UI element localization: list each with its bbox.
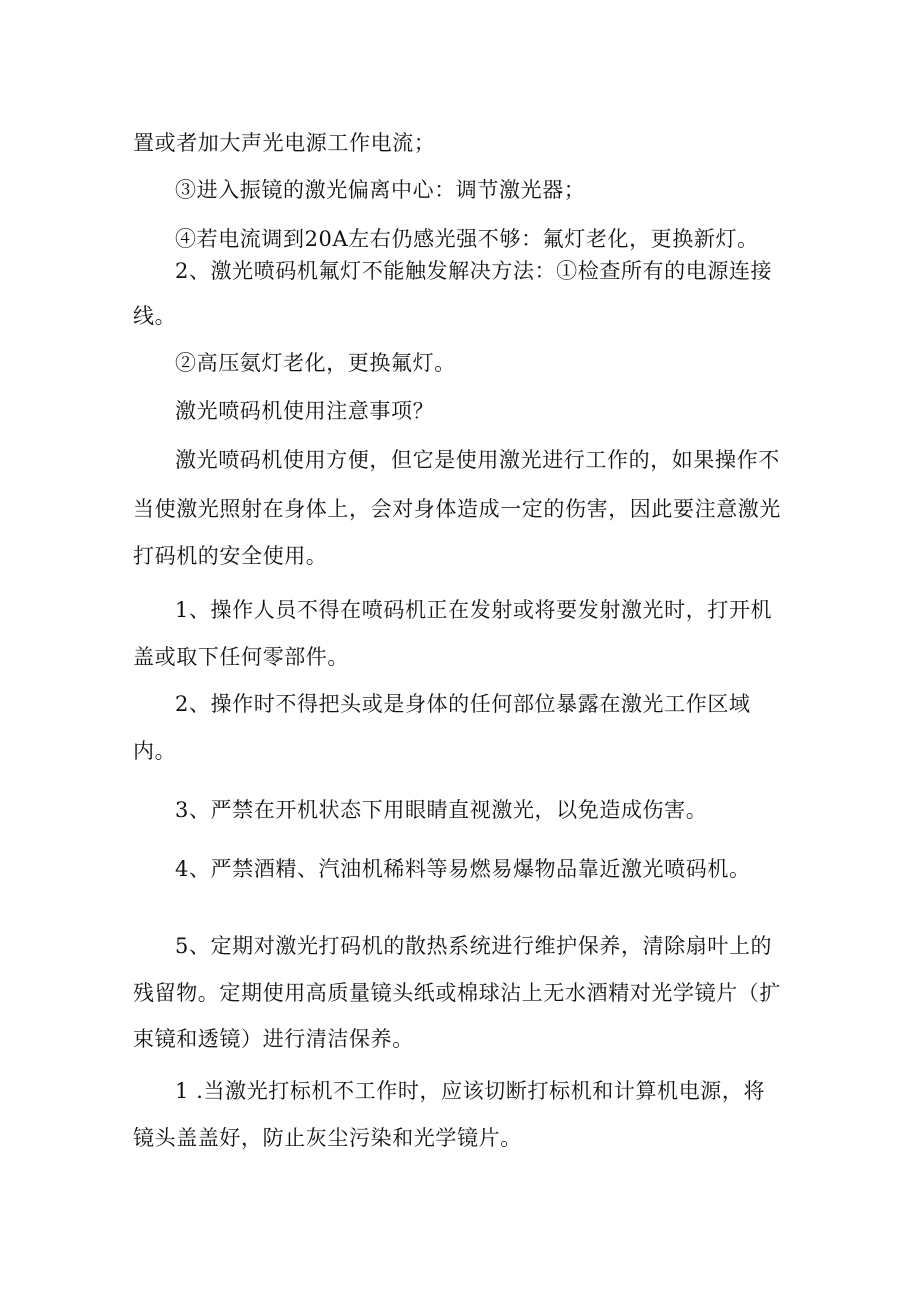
paragraph-line: ④若电流调到20A左右仍感光强不够：氟灯老化，更换新灯。 <box>175 227 759 251</box>
paragraph-line: 打码机的安全使用。 <box>133 544 328 568</box>
section-heading: 激光喷码机使用注意事项？ <box>175 399 435 423</box>
list-item-line: 2、操作时不得把头或是身体的任何部位暴露在激光工作区域 <box>175 692 751 716</box>
list-item-line: 束镜和透镜）进行清洁保养。 <box>133 1027 414 1051</box>
list-item-line: 盖或取下任何零部件。 <box>133 645 349 669</box>
paragraph-line: 2、激光喷码机氟灯不能触发解决方法：①检查所有的电源连接 <box>175 259 773 283</box>
list-item-line: 3、严禁在开机状态下用眼睛直视激光，以免造成伤害。 <box>175 798 708 822</box>
list-item-line: 镜头盖盖好，防止灰尘污染和光学镜片。 <box>133 1126 522 1150</box>
list-item-line: 4、严禁酒精、汽油机稀料等易燃易爆物品靠近激光喷码机。 <box>175 857 751 881</box>
paragraph-line: 当使激光照射在身体上，会对身体造成一定的伤害，因此要注意激光 <box>133 497 781 521</box>
paragraph-line: 激光喷码机使用方便，但它是使用激光进行工作的，如果操作不 <box>175 448 780 472</box>
list-item-line: 1、操作人员不得在喷码机正在发射或将要发射激光时，打开机 <box>175 598 773 622</box>
paragraph-line: 线。 <box>133 304 177 328</box>
paragraph-line: ③进入振镜的激光偏离中心：调节激光器； <box>175 178 586 202</box>
paragraph-line: ②高压氨灯老化，更换氟灯。 <box>175 351 456 375</box>
list-item-line: 内。 <box>133 739 177 763</box>
list-item-line: 残留物。定期使用高质量镜头纸或棉球沾上无水酒精对光学镜片（扩 <box>133 981 781 1005</box>
list-item-line: 5、定期对激光打码机的散热系统进行维护保养，清除扇叶上的 <box>175 934 773 958</box>
paragraph-line: 置或者加大声光电源工作电流； <box>133 131 436 155</box>
list-item-line: 1 .当激光打标机不工作时，应该切断打标机和计算机电源，将 <box>175 1079 766 1103</box>
